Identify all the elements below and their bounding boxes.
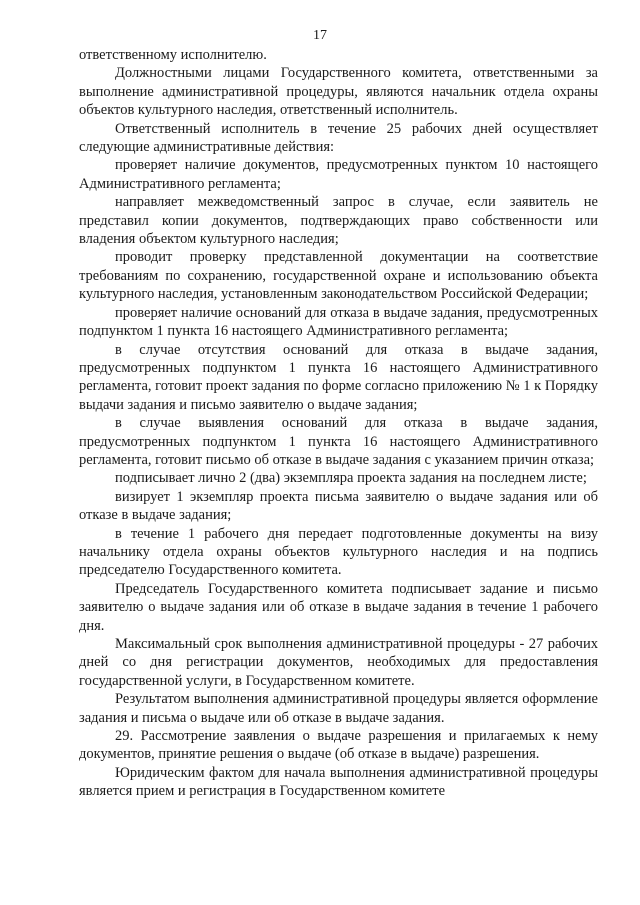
document-body bbox=[79, 46, 598, 801]
paragraph-1: ответственному исполнителю. bbox=[79, 47, 267, 63]
paragraph-6: проводит проверку представленной документации на соответствие требованиям по сохранению, государственной охране и использованию объекта культурного наследия, установленным законодательством Российской Федерации; bbox=[79, 249, 598, 303]
paragraph-16: 29. Рассмотрение заявления о выдаче разрешения и прилагаемых к нему документов, принятие решения о выдаче (об отказе в выдаче) разрешения. bbox=[79, 728, 598, 763]
paragraph-10: подписывает лично 2 (два) экземпляра проекта задания на последнем листе; bbox=[115, 470, 587, 487]
paragraph-4: проверяет наличие документов, предусмотренных пунктом 10 настоящего Административного регламента; bbox=[79, 157, 598, 192]
paragraph-8: в случае отсутствия оснований для отказа в выдаче задания, предусмотренных подпунктом 1 пункта 16 настоящего Административного регламента, готовит проект задания по форме согласно приложению № 1 к Порядку выдачи задания и письмо заявителю о выдаче задания; bbox=[79, 341, 598, 413]
paragraph-12: в течение 1 рабочего дня передает подготовленные документы на визу начальнику отдела охраны объектов культурного наследия и на подпись председателю Государственного комитета. bbox=[79, 525, 598, 579]
paragraph-9: в случае выявления оснований для отказа в выдаче задания, предусмотренных подпунктом 1 пункта 16 настоящего Административного регламента, готовит письмо об отказе в выдаче задания с указанием причин отказа; bbox=[79, 415, 598, 468]
paragraph-2: Должностными лицами Государственного комитета, ответственными за выполнение административной процедуры, являются начальник отдела охраны объектов культурного наследия, ответственный исполнитель. bbox=[79, 65, 598, 119]
paragraph-3: Ответственный исполнитель в течение 25 рабочих дней осуществляет следующие административные действия: bbox=[79, 120, 598, 156]
page-number: 17 bbox=[313, 28, 327, 43]
paragraph-17: Юридическим фактом для начала выполнения административной процедуры является прием и регистрация в Государственном комитете bbox=[79, 764, 598, 800]
paragraph-7: проверяет наличие оснований для отказа в выдаче задания, предусмотренных подпунктом 1 пункта 16 настоящего Административного регламента; bbox=[79, 304, 598, 340]
paragraph-11: визирует 1 экземпляр проекта письма заявителю о выдаче задания или об отказе в выдаче задания; bbox=[79, 488, 598, 524]
paragraph-13: Председатель Государственного комитета подписывает задание и письмо заявителю о выдаче задания или об отказе в выдаче задания в течение 1 рабочего дня. bbox=[79, 580, 598, 634]
paragraph-15: Результатом выполнения административной процедуры является оформление задания и письма о выдаче или об отказе в выдаче задания. bbox=[79, 691, 598, 726]
paragraph-5: направляет межведомственный запрос в случае, если заявитель не представил копии документов, подтверждающих право собственности или владения объектом культурного наследия; bbox=[79, 194, 598, 248]
paragraph-14: Максимальный срок выполнения административной процедуры - 27 рабочих дней со дня регистрации документов, необходимых для предоставления государственной услуги, в Государственном комитете. bbox=[79, 636, 598, 689]
